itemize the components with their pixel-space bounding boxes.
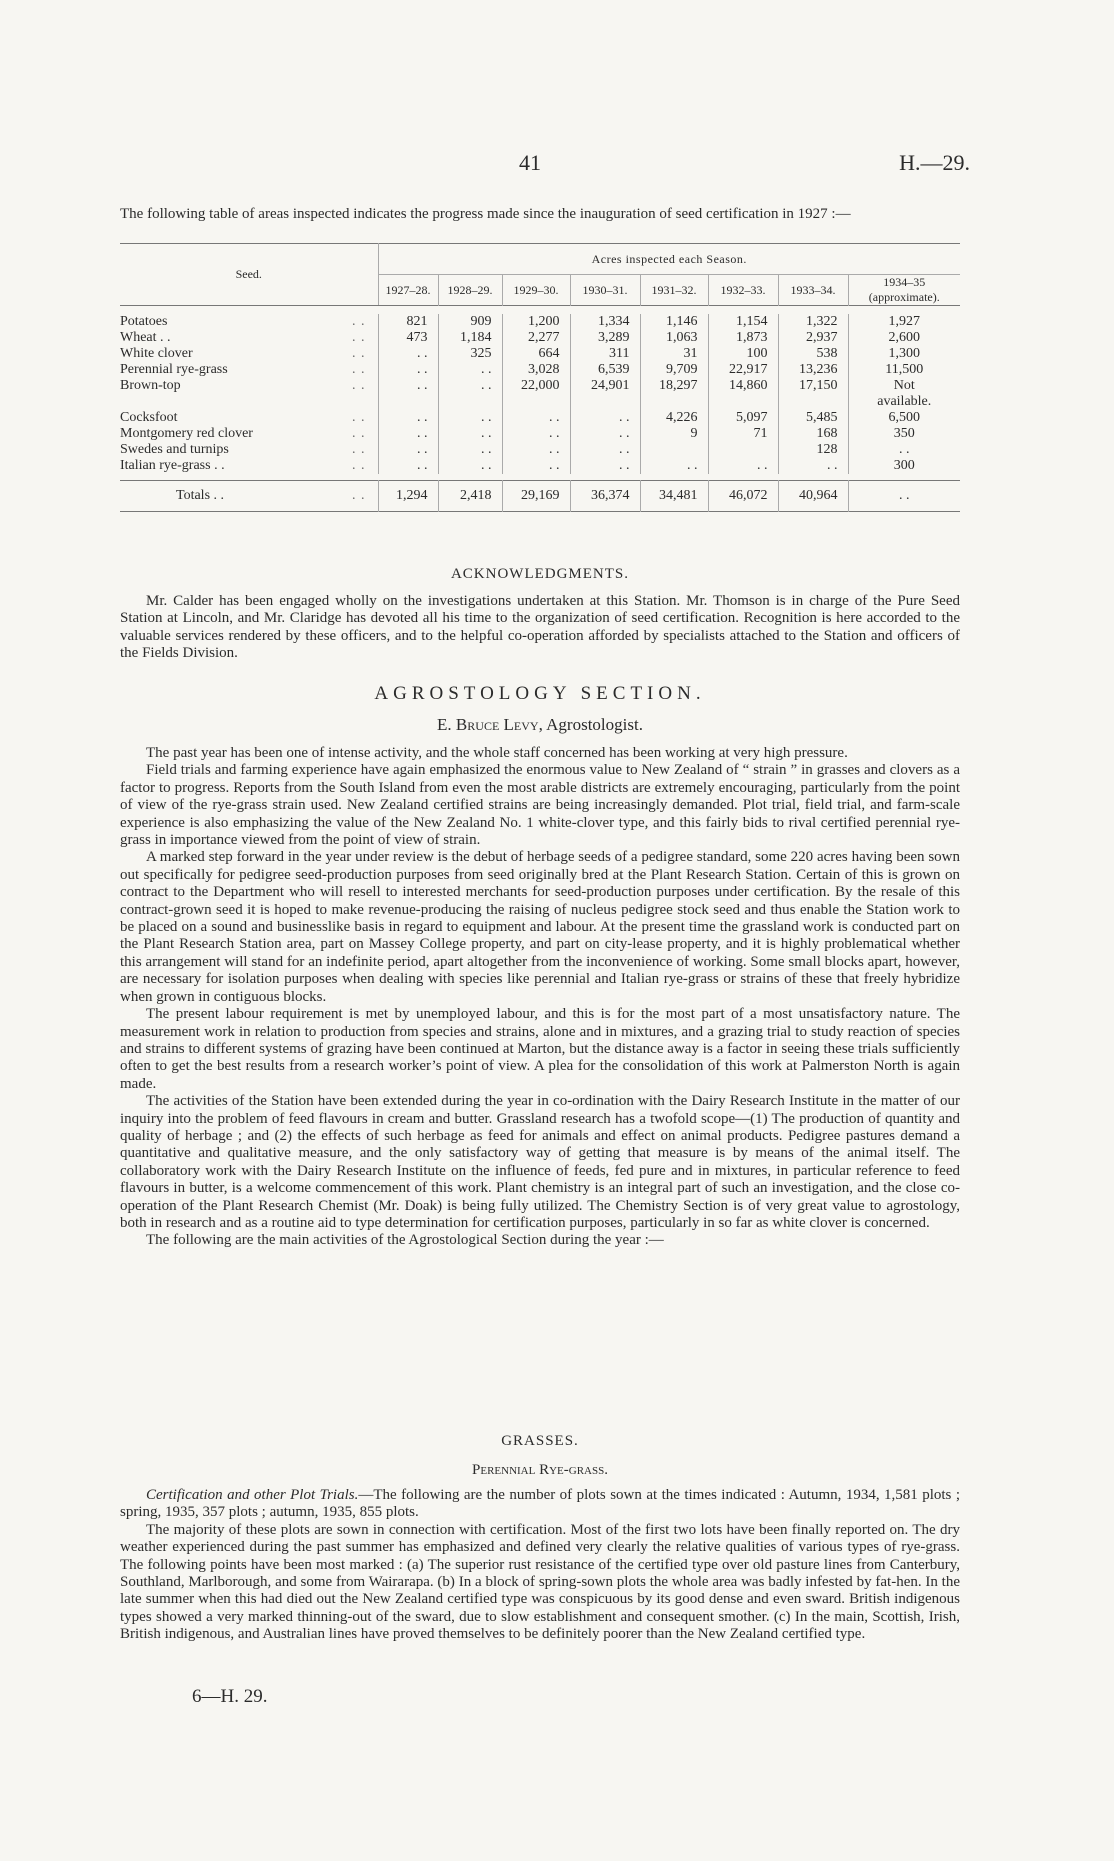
seed-certification-table [120,243,960,512]
table-cell: 1,300 [848,346,960,362]
table-cell: 22,000 [502,378,570,394]
table-cell: 9,709 [640,362,708,378]
table-cell: 31 [640,346,708,362]
table-row [120,330,960,346]
table-cell: 2,277 [502,330,570,346]
table-cell: 350 [848,426,960,442]
table-cell: 1,873 [708,330,778,346]
table-cell: . . [502,410,570,426]
totals-row [120,481,960,512]
table-cell: 2,600 [848,330,960,346]
table-cell [708,442,778,458]
season-header: 1930–31. [570,275,640,306]
table-cell: . . [438,362,502,378]
table-row [120,458,960,474]
table-cell: . . [378,378,438,394]
table-cell: . . [570,410,640,426]
table-cell: . . [848,442,960,458]
leader-dots: . . [352,488,366,503]
table-cell: . . [570,458,640,474]
table-cell: . . [640,458,708,474]
table-cell: 5,485 [778,410,848,426]
table-cell: 6,539 [570,362,640,378]
table-cell: 13,236 [778,362,848,378]
seed-name: Perennial rye-grass [120,362,228,377]
table-intro: The following table of areas inspected indicates the progress made since the inauguration of seed certification in 1927 :— [120,206,851,222]
acknowledgments-heading: ACKNOWLEDGMENTS. [450,566,630,582]
table-cell [640,394,708,410]
table-cell: 1,927 [848,314,960,330]
season-header: 1932–33. [708,275,778,306]
table-cell: 18,297 [640,378,708,394]
table-cell: 1,063 [640,330,708,346]
table-row [120,314,960,330]
grasses-heading: GRASSES. [501,1433,579,1449]
table-cell: 24,901 [570,378,640,394]
table-cell: . . [378,426,438,442]
table-cell [438,394,502,410]
total-cell: 29,169 [502,481,570,512]
leader-dots: . . [352,442,366,457]
season-header: 1931–32. [640,275,708,306]
table-row [120,346,960,362]
paragraph: Field trials and farming experience have again emphasized the enormous value to New Zealand of “ strain ” in grasses and clovers as a factor to progress. Reports from the South Island from even the most arable districts are extremely encouraging, particularly from the point of view of the rye-grass strain used. New Zealand certified strains are being increasingly demanded. Plot trial, field trial, and farm-scale experience is also emphasizing the value of the New Zealand No. 1 white-clover type, and this fairly bids to rival certified perennial rye-grass in importance viewed from the point of view of strain. [120,762,960,849]
table-cell [640,442,708,458]
paragraph: The majority of these plots are sown in connection with certification. Most of the first two lots have been finally reported on. The dry weather experienced during the past summer has emphasized and defined very clearly the relative qualities of various types of rye-grass. The following points have been most marked : (a) The superior rust resistance of the certified type over old pasture lines from Canterbury, Southland, Marlborough, and some from Wairarapa. (b) In a block of spring-sown plots the whole area was badly infested by fat-hen. In the late summer when this had died out the New Zealand certified type was conspicuous by its good dense and even sward. British indigenous types showed a very marked thinning-out of the sward, due to slow establishment and consequent smother. (c) In the main, Scottish, Irish, British indigenous, and Australian lines have proved themselves to be definitely poorer than the New Zealand certified type. [120,1521,960,1643]
table-cell: . . [708,458,778,474]
table-cell: 1,184 [438,330,502,346]
seed-name: Wheat . . [120,330,171,345]
table-cell: 6,500 [848,410,960,426]
table-cell: 473 [378,330,438,346]
table-cell: 168 [778,426,848,442]
table-cell [502,394,570,410]
total-cell: 34,481 [640,481,708,512]
totals-label: Totals . . [176,488,225,503]
table-cell: 3,028 [502,362,570,378]
table-row [120,394,960,410]
table-cell: 1,200 [502,314,570,330]
seed-name: Italian rye-grass . . [120,458,225,473]
table-cell: 71 [708,426,778,442]
table-cell: 5,097 [708,410,778,426]
season-header: 1928–29. [438,275,502,306]
table-cell: . . [438,442,502,458]
seed-name: Montgomery red clover [120,426,253,441]
table-cell: 821 [378,314,438,330]
leader-dots: . . [352,314,366,329]
total-cell: 36,374 [570,481,640,512]
table-cell: . . [502,426,570,442]
table-cell: . . [502,442,570,458]
table-cell: 538 [778,346,848,362]
table-cell: . . [378,410,438,426]
table-row [120,410,960,426]
table-cell: 1,322 [778,314,848,330]
table-cell: . . [378,346,438,362]
perennial-rye-grass-subheading: Perennial Rye-grass. [472,1462,608,1478]
paragraph: The past year has been one of intense activity, and the whole staff concerned has been working at very high pressure. [146,745,848,761]
table-cell: 325 [438,346,502,362]
table-row [120,442,960,458]
table-cell: 311 [570,346,640,362]
leader-dots: . . [352,458,366,473]
table-cell [570,394,640,410]
certification-text: —The following are the number of plots sown at the times indicated : Autumn, 1934, 1,581 plots ; spring, 1935, 357 plots ; autumn, 1935, 855 plots. [120,1487,960,1521]
table-cell: 11,500 [848,362,960,378]
table-cell: 1,154 [708,314,778,330]
table-cell: available. [848,394,960,410]
paragraph: A marked step forward in the year under review is the debut of herbage seeds of a pedigree standard, some 220 acres having been sown out specifically for pedigree seed-production purposes from seed originally bred at the Plant Research Station. Certain of this is grown on contract to the Department who will resell to interested merchants for seed-production purposes under certification. By the resale of this contract-grown seed it is hoped to make revenue-producing the raising of nucleus pedigree stock seed and thus enable the Station work to be placed on a sound and businesslike basis in regard to equipment and labour. At the present time the grassland work is conducted part on the Plant Research Station area, part on Massey College property, and part on city-lease property, and it is highly problematical whether this arrangement will stand for an indefinite period, apart altogether from the inconvenience of working. Some small blocks apart, however, are necessary for isolation purposes when dealing with species like perennial and Italian rye-grass or strains of these that freely hybridize when grown in contiguous blocks. [120,849,960,1005]
table-cell [708,394,778,410]
table-cell: . . [502,458,570,474]
table-cell: . . [438,458,502,474]
leader-dots: . . [352,378,366,393]
author-role: , Agrostologist. [538,715,643,734]
leader-dots: . . [352,410,366,425]
season-header: 1927–28. [378,275,438,306]
table-cell: . . [378,442,438,458]
total-cell: . . [848,481,960,512]
table-row [120,362,960,378]
paragraph: The activities of the Station have been extended during the year in co-ordination with the Dairy Research Institute in the matter of our inquiry into the problem of feed flavours in cream and butter. Grassland research has a twofold scope—(1) The production of quantity and quality of herbage ; and (2) the effects of such herbage as feed for animals and effect on animal products. Pedigree pastures demand a quantitative and qualitative measure, and the only satisfactory way of getting that measure is by means of the animal itself. The collaboratory work with the Dairy Research Institute on the influence of feeds, fed pure and in mixtures, in particular reference to feed flavours in butter, is a welcome commencement of this work. Plant chemistry is an integral part of such an investigation, and the close co-operation of the Plant Research Chemist (Mr. Doak) is being fully utilized. The Chemistry Section is of very great value to agrostology, both in research and as a routine aid to type determination for certification purposes, particularly in so far as white clover is concerned. [120,1093,960,1231]
paragraph: The present labour requirement is met by unemployed labour, and this is for the most part of a most unsatisfactory nature. The measurement work in relation to production from species and strains, alone and in mixtures, and a grazing trial to study reaction of species and strains to different systems of grazing have been continued at Marton, but the distance away is a factor in seeing these trials sufficiently often to get the best results from a research worker’s point of view. A plea for the consolidation of this work at Palmerston North is again made. [120,1006,960,1092]
document-reference: H.—29. [899,150,970,175]
total-cell: 40,964 [778,481,848,512]
grasses-body [120,1487,960,1644]
seed-name: Potatoes [120,314,168,329]
table-cell: . . [378,458,438,474]
table-cell: 14,860 [708,378,778,394]
table-cell [778,394,848,410]
table-cell: 17,150 [778,378,848,394]
table-cell: Not [848,378,960,394]
table-cell [378,394,438,410]
leader-dots: . . [352,346,366,361]
leader-dots: . . [352,362,366,377]
table-cell: . . [778,458,848,474]
seed-name: White clover [120,346,193,361]
table-cell: 1,334 [570,314,640,330]
acres-group-header: Acres inspected each Season. [378,244,960,275]
table-cell: . . [438,410,502,426]
author-name: E. Bruce Levy [437,715,539,734]
season-header: 1934–35 (approximate). [848,275,960,306]
table-cell: 100 [708,346,778,362]
table-cell: . . [438,426,502,442]
table-cell: 3,289 [570,330,640,346]
section-author [120,715,960,735]
seed-column-header: Seed. [120,244,378,306]
table-cell: 128 [778,442,848,458]
table-cell: 9 [640,426,708,442]
acknowledgments-text: Mr. Calder has been engaged wholly on the investigations undertaken at this Station. Mr. Thomson is in charge of the Pure Seed Station at Lincoln, and Mr. Claridge has devoted all his time to the organization of seed certification. Recognition is here accorded to the valuable services rendered by these officers, and to the helpful co-operation afforded by specialists attached to the Station and officers of the Fields Division. [120,593,960,662]
total-cell: 2,418 [438,481,502,512]
leader-dots: . . [352,330,366,345]
table-row [120,426,960,442]
table-cell: 1,146 [640,314,708,330]
leader-dots: . . [352,426,366,441]
season-header: 1929–30. [502,275,570,306]
table-cell: 22,917 [708,362,778,378]
table-cell: 664 [502,346,570,362]
season-header: 1933–34. [778,275,848,306]
table-cell: 2,937 [778,330,848,346]
table-cell: . . [438,378,502,394]
table-cell: 300 [848,458,960,474]
footer-signature: 6—H. 29. [192,1686,268,1707]
agrostology-section-title: AGROSTOLOGY SECTION. [374,683,706,704]
certification-title: Certification and other Plot Trials. [146,1487,359,1503]
certification-paragraph [120,1487,960,1522]
total-cell: 46,072 [708,481,778,512]
total-cell: 1,294 [378,481,438,512]
agrostology-body [120,745,960,1250]
page-number: 41 [519,150,541,175]
table-cell: 4,226 [640,410,708,426]
table-cell: . . [378,362,438,378]
table-cell: . . [570,426,640,442]
table-cell: . . [570,442,640,458]
seed-name: Brown-top [120,378,181,393]
seed-name: Cocksfoot [120,410,178,425]
table-cell: 909 [438,314,502,330]
seed-name: Swedes and turnips [120,442,229,457]
table-row [120,378,960,394]
paragraph: The following are the main activities of the Agrostological Section during the year :— [146,1232,664,1249]
